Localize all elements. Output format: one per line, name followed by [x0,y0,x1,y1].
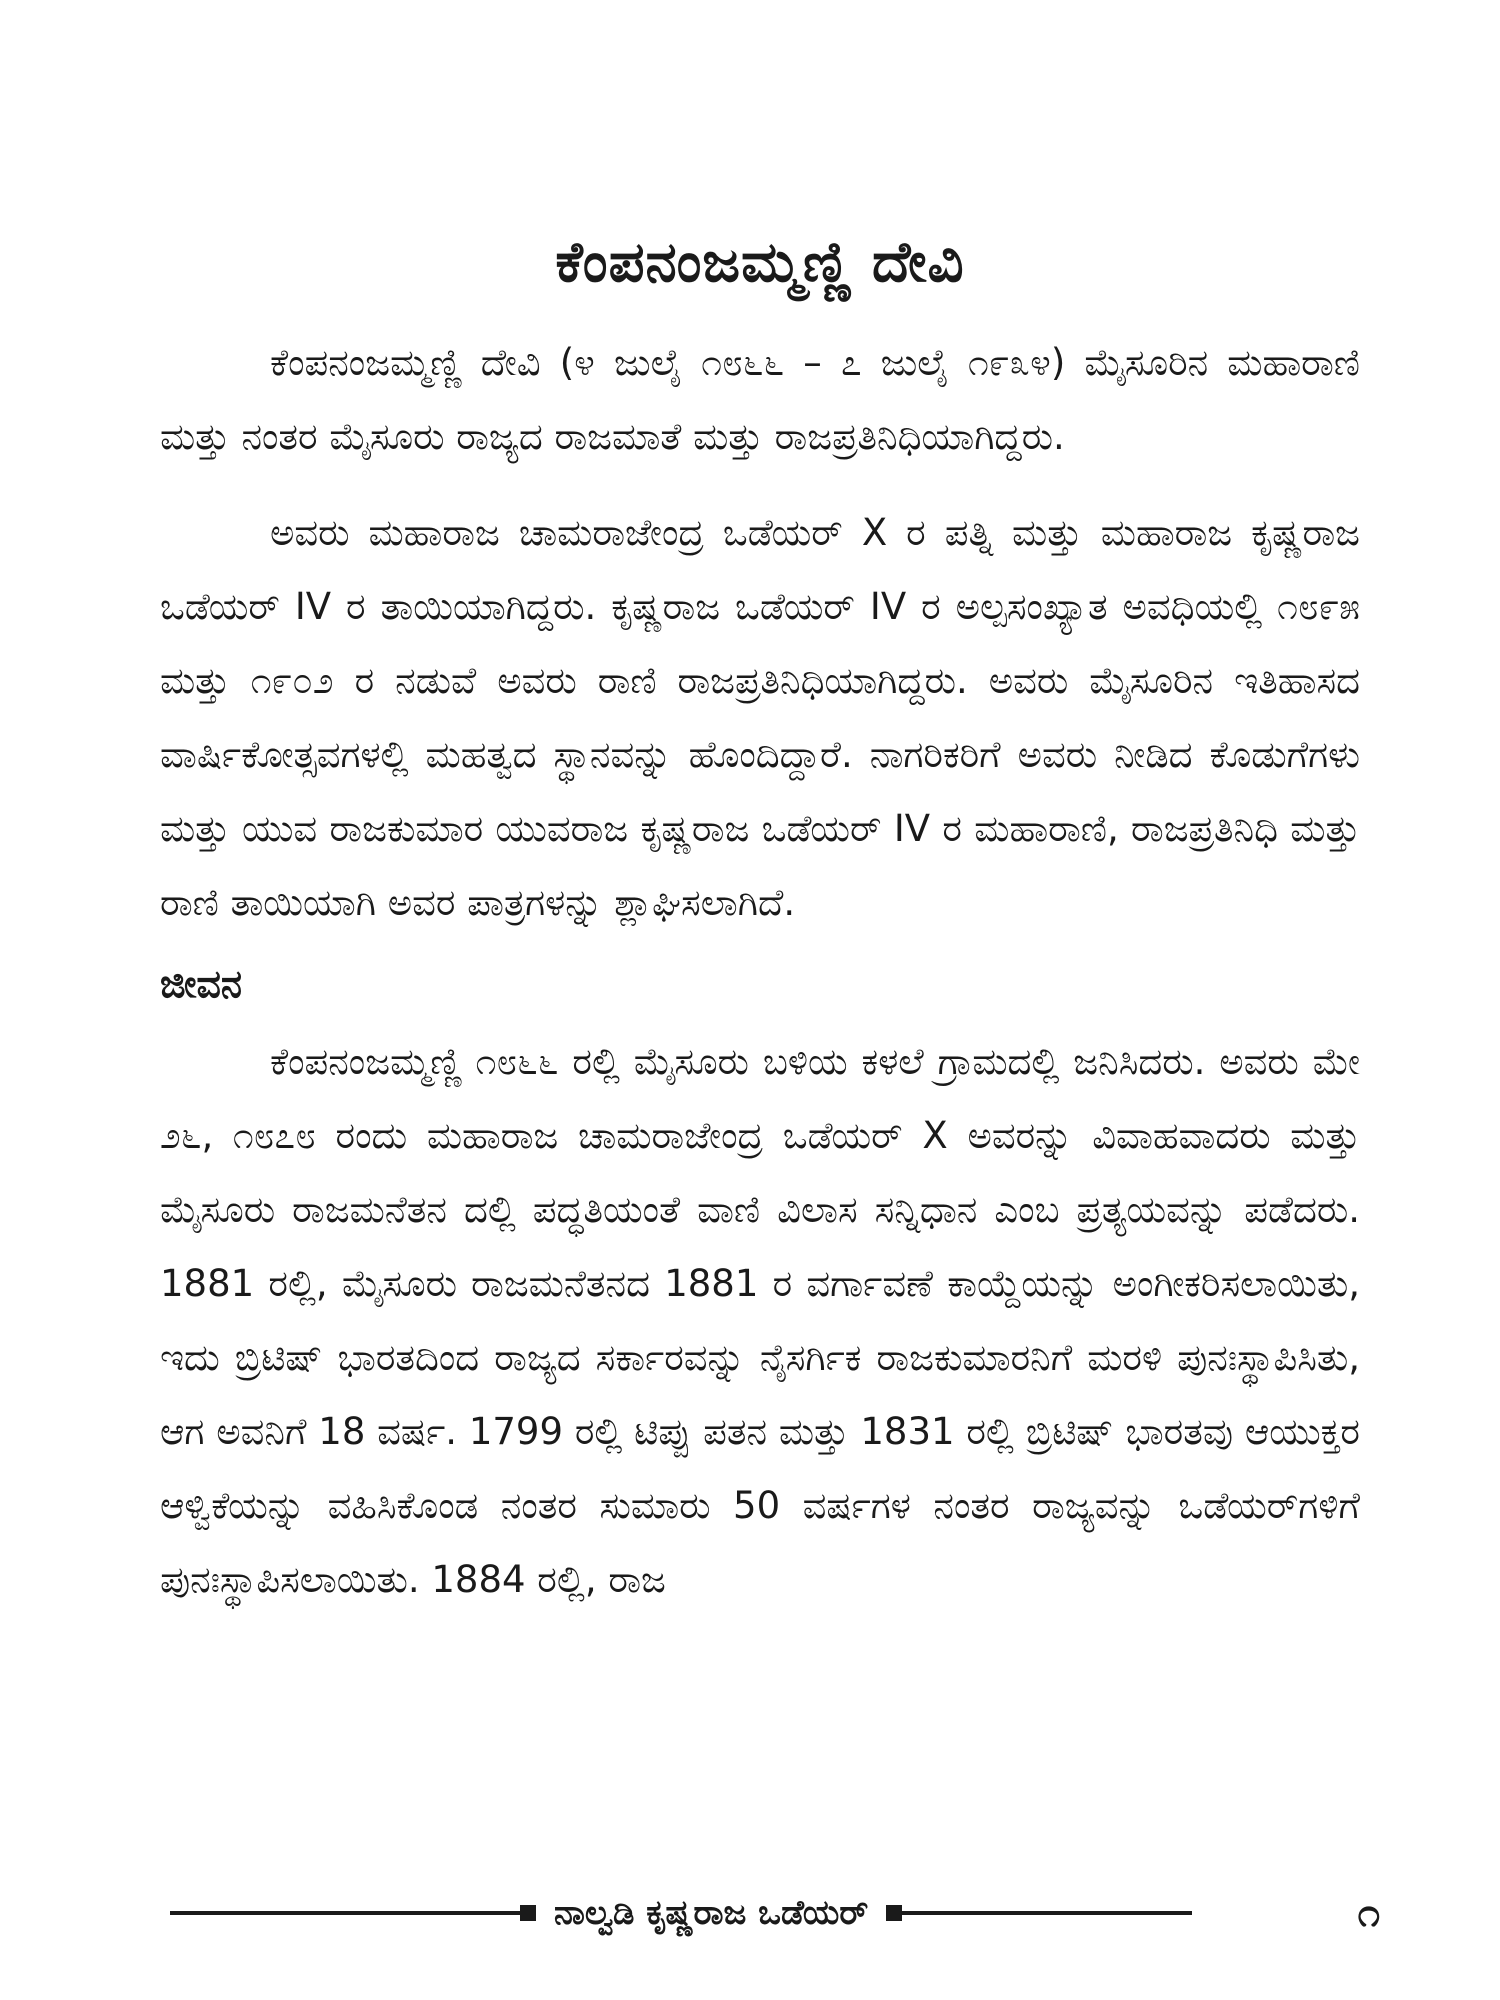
page-footer [170,1888,1380,1938]
section-heading: ಜೀವನ [160,962,243,1006]
page-title: ಕೆಂಪನಂಜಮ್ಮಣ್ಣಿ ದೇವಿ [555,230,965,295]
footer-rule-right [902,1911,1192,1915]
life-paragraph: ಕೆಂಪನಂಜಮ್ಮಣ್ಣಿ ೧೮೬೬ ರಲ್ಲಿ ಮೈಸೂರು ಬಳಿಯ ಕಳಲೆ ಗ್ರಾಮದಲ್ಲಿ ಜನಿಸಿದರು. ಅವರು ಮೇ ೨೬, ೧೮೭೮ ರಂದು ಮಹಾರಾಜ ಚಾಮರಾಜೇಂದ್ರ ಒಡೆಯರ್ X ಅವರನ್ನು ವಿವಾಹವಾದರು ಮತ್ತು ಮೈಸೂರು ರಾಜಮನೆತನ ದಲ್ಲಿ ಪದ್ಧತಿಯಂತೆ ವಾಣಿ ವಿಲಾಸ ಸನ್ನಿಧಾನ ಎಂಬ ಪ್ರತ್ಯಯವನ್ನು ಪಡೆದರು. 1881 ರಲ್ಲಿ, ಮೈಸೂರು ರಾಜಮನೆತನದ 1881 ರ ವರ್ಗಾವಣೆ ಕಾಯ್ದೆಯನ್ನು ಅಂಗೀಕರಿಸಲಾಯಿತು, ಇದು ಬ್ರಿಟಿಷ್ ಭಾರತದಿಂದ ರಾಜ್ಯದ ಸರ್ಕಾರವನ್ನು ನೈಸರ್ಗಿಕ ರಾಜಕುಮಾರನಿಗೆ ಮರಳಿ ಪುನಃಸ್ಥಾಪಿಸಿತು, ಆಗ ಅವನಿಗೆ 18 ವರ್ಷ. 1799 ರಲ್ಲಿ ಟಿಪ್ಪು ಪತನ ಮತ್ತು 1831 ರಲ್ಲಿ ಬ್ರಿಟಿಷ್ ಭಾರತವು ಆಯುಕ್ತರ ಆಳ್ವಿಕೆಯನ್ನು ವಹಿಸಿಕೊಂಡ ನಂತರ ಸುಮಾರು 50 ವರ್ಷಗಳ ನಂತರ ರಾಜ್ಯವನ್ನು ಒಡೆಯರ್‌ಗಳಿಗೆ ಪುನಃಸ್ಥಾಪಿಸಲಾಯಿತು. 1884 ರಲ್ಲಿ, ರಾಜ [160,1040,1360,1601]
intro-paragraph: ಕೆಂಪನಂಜಮ್ಮಣ್ಣಿ ದೇವಿ (೪ ಜುಲೈ ೧೮೬೬ – ೭ ಜುಲೈ ೧೯೩೪) ಮೈಸೂರಿನ ಮಹಾರಾಣಿ ಮತ್ತು ನಂತರ ಮೈಸೂರು ರಾಜ್ಯದ ರಾಜಮಾತೆ ಮತ್ತು ರಾಜಪ್ರತಿನಿಧಿಯಾಗಿದ್ದರು. [160,341,1360,458]
footer-square-left [520,1905,536,1921]
page-body [160,230,1360,1639]
biography-paragraph: ಅವರು ಮಹಾರಾಜ ಚಾಮರಾಜೇಂದ್ರ ಒಡೆಯರ್ X ರ ಪತ್ನಿ ಮತ್ತು ಮಹಾರಾಜ ಕೃಷ್ಣರಾಜ ಒಡೆಯರ್ IV ರ ತಾಯಿಯಾಗಿದ್ದರು. ಕೃಷ್ಣರಾಜ ಒಡೆಯರ್ IV ರ ಅಲ್ಪಸಂಖ್ಯಾತ ಅವಧಿಯಲ್ಲಿ ೧೮೯೫ ಮತ್ತು ೧೯೦೨ ರ ನಡುವೆ ಅವರು ರಾಣಿ ರಾಜಪ್ರತಿನಿಧಿಯಾಗಿದ್ದರು. ಅವರು ಮೈಸೂರಿನ ಇತಿಹಾಸದ ವಾರ್ಷಿಕೋತ್ಸವಗಳಲ್ಲಿ ಮಹತ್ವದ ಸ್ಥಾನವನ್ನು ಹೊಂದಿದ್ದಾರೆ. ನಾಗರಿಕರಿಗೆ ಅವರು ನೀಡಿದ ಕೊಡುಗೆಗಳು ಮತ್ತು ಯುವ ರಾಜಕುಮಾರ ಯುವರಾಜ ಕೃಷ್ಣರಾಜ ಒಡೆಯರ್ IV ರ ಮಹಾರಾಣಿ, ರಾಜಪ್ರತಿನಿಧಿ ಮತ್ತು ರಾಣಿ ತಾಯಿಯಾಗಿ ಅವರ ಪಾತ್ರಗಳನ್ನು ಶ್ಲಾಘಿಸಲಾಗಿದೆ. [160,511,1360,924]
page-number: ೧ [1357,1890,1380,1936]
footer-rule-left [170,1911,520,1915]
footer-square-right [886,1905,902,1921]
footer-book-title: ನಾಲ್ವಡಿ ಕೃಷ್ಣರಾಜ ಒಡೆಯರ್ [554,1893,869,1933]
